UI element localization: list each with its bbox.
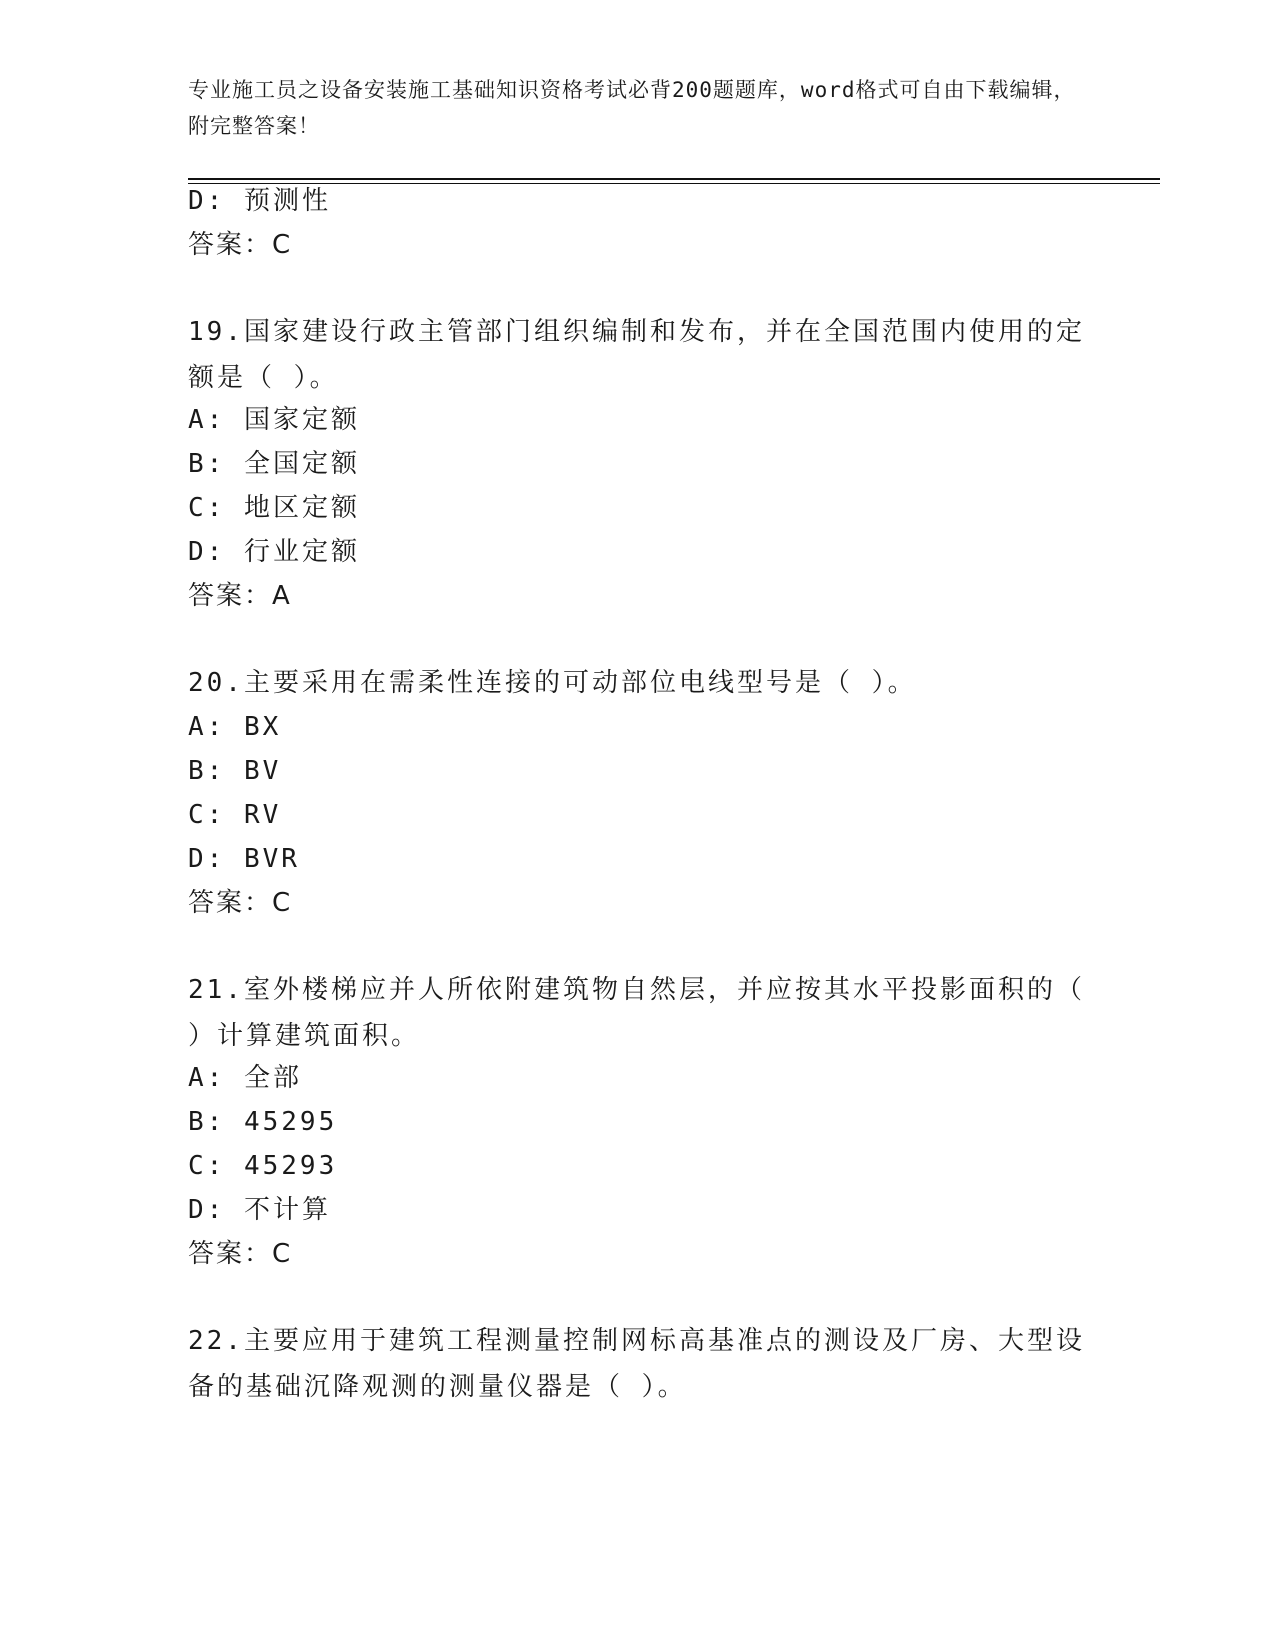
q20-option-c: C: RV [188,800,282,830]
q21-option-a: A: 全部 [188,1063,302,1093]
header-divider-thin [188,183,1160,184]
q20-question: 20.主要采用在需柔性连接的可动部位电线型号是（ ）。 [188,668,917,698]
q19-answer: 答案：A [188,581,292,611]
q21-option-d: D: 不计算 [188,1195,331,1225]
q19-option-b: B: 全国定额 [188,449,360,479]
q22-question: 22.主要应用于建筑工程测量控制网标高基准点的测设及厂房、大型设备的基础沉降观测的测量仪器是（ ）。 [188,1326,1085,1402]
header-divider-thick [188,178,1160,180]
q18-answer: 答案：C [188,230,293,260]
q20-option-d: D: BVR [188,844,300,874]
q20-option-a: A: BX [188,712,282,742]
q20-answer: 答案：C [188,888,293,918]
document-header-title: 专业施工员之设备安装施工基础知识资格考试必背200题题库，word格式可自由下载编辑，附完整答案！ [188,78,1076,138]
q19-question: 19.国家建设行政主管部门组织编制和发布，并在全国范围内使用的定额是（ ）。 [188,317,1085,393]
q19-option-c: C: 地区定额 [188,493,360,523]
q21-option-b: B: 45295 [188,1107,338,1137]
q21-answer: 答案：C [188,1239,293,1269]
q21-question: 21.室外楼梯应并人所依附建筑物自然层，并应按其水平投影面积的（ ）计算建筑面积。 [188,975,1085,1051]
q18-option-d: D: 预测性 [188,186,331,216]
q21-option-c: C: 45293 [188,1151,338,1181]
q19-option-a: A: 国家定额 [188,405,360,435]
q20-option-b: B: BV [188,756,282,786]
q19-option-d: D: 行业定额 [188,537,360,567]
